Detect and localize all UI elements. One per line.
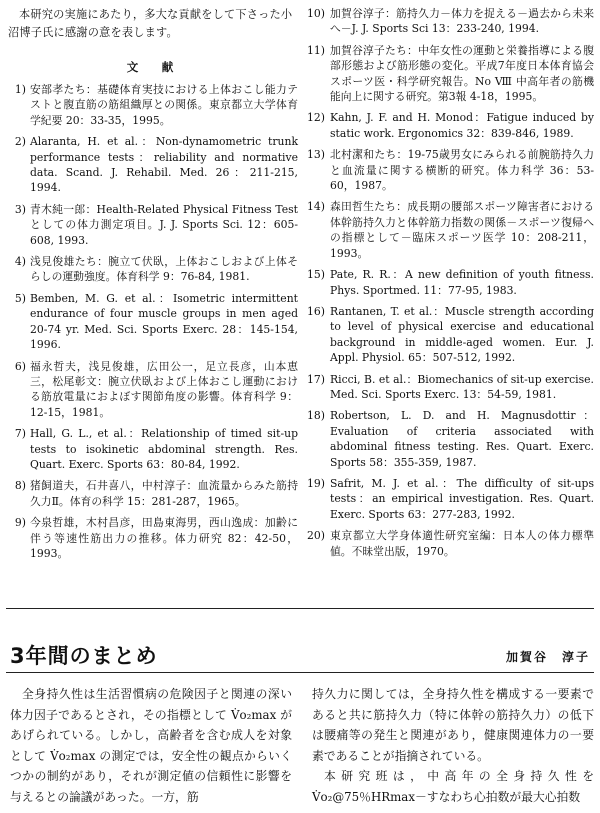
reference-text: Robertson, L. D. and H. Magnusdottir：Evaluation of criteria associated with abdominal fitness testing. Res. Quart. Exerc. Sports 58：355-359, 1987. <box>330 409 594 469</box>
reference-text: 今泉哲雄，木村昌彦，田島東海男，西山逸成：加齢に伴う等速性筋出力の推移。体力研究 82：42-50，1993。 <box>30 516 298 560</box>
reference-text: 浅見俊雄たち：腕立て伏臥，上体おこしおよび上体そらしの運動強度。体育科学 9：76-84, 1981. <box>30 255 298 284</box>
reference-item <box>306 43 594 105</box>
reference-text: 東京都立大学身体適性研究室編：日本人の体力標準値。不昧堂出版，1970。 <box>330 529 594 558</box>
reference-item <box>306 6 594 37</box>
reference-text: 青木純一郎：Health-Related Physical Fitness Test としての体力測定項目。J. J. Sports Sci. 12：605-608, 1993. <box>30 202 298 247</box>
reference-text: 加賀谷淳子：筋持久力－体力を捉える－過去から未来へ－J. J. Sports Sci 13：233-240, 1994. <box>330 7 594 36</box>
reference-text: Alaranta, H. et al.：Non-dynamometric trunk performance tests：reliability and normative data. Scand. J. Rehabil. Med. 26：211-215, 1994. <box>30 135 298 195</box>
references-list-left <box>8 82 298 561</box>
reference-number: 2) <box>14 135 26 149</box>
reference-number: 6) <box>14 359 26 373</box>
reference-number: 3) <box>14 202 26 216</box>
section-author: 加賀谷 淳子 <box>505 650 590 664</box>
reference-item <box>8 134 298 196</box>
reference-text: Rantanen, T. et al.：Muscle strength according to level of physical exercise and educational background in middle-aged women. Eur. J. Appl. Physiol. 65：507-512, 1992. <box>330 304 594 365</box>
reference-number: 19) <box>307 476 325 490</box>
reference-text: 安部孝たち：基礎体育実技における上体おこし能力テストと腹直筋の筋組織厚との関係。東京都立大学体育学紀要 20：33-35，1995。 <box>30 83 298 127</box>
reference-number: 16) <box>307 304 325 318</box>
section-title: 3年間のまとめ <box>10 644 158 668</box>
reference-text: Ricci, B. et al.：Biomechanics of sit-up exercise. Med. Sci. Sports Exerc. 13：54-59, 1981. <box>330 372 594 401</box>
reference-number: 9) <box>14 516 26 530</box>
reference-number: 7) <box>14 427 26 441</box>
reference-number: 4) <box>14 255 26 269</box>
body-column-left <box>10 684 292 807</box>
reference-item <box>306 147 594 193</box>
body-column-right <box>312 684 594 807</box>
references-heading: 文 献 <box>126 60 180 74</box>
reference-item <box>306 267 594 298</box>
reference-number: 15) <box>307 268 325 282</box>
reference-text: 猪飼道夫，石井喜八，中村淳子：血流量からみた筋持久力Ⅱ。体育の科学 15：281-287，1965。 <box>30 479 298 508</box>
reference-number: 11) <box>307 43 325 57</box>
reference-text: Safrit, M. J. et al.：The difficulty of sit-ups tests：an empirical investigation. Res. Quart. Exerc. Sports 63：277-283, 1992. <box>330 476 594 521</box>
reference-number: 17) <box>307 372 325 386</box>
body-paragraph-continued: 持久力に関しては，全身持久性を構成する一要素であると共に筋持久力（特に体幹の筋持久力）の低下は腰痛等の発生と関連があり，健康関連体力の一要素であることが指摘されている。 <box>312 687 594 763</box>
reference-text: 森田哲生たち：成長期の腰部スポーツ障害者における体幹筋持久力と体幹筋力指数の関係－スポーツ復帰への指標として－臨床スポーツ医学 10：208-211，1993。 <box>330 200 594 260</box>
reference-item <box>306 110 594 141</box>
reference-text: Kahn, J. F. and H. Monod：Fatigue induced by static work. Ergonomics 32：839-846, 1989. <box>330 111 594 140</box>
right-column <box>306 6 594 565</box>
reference-number: 10) <box>307 7 325 20</box>
reference-item <box>306 199 594 261</box>
reference-item <box>306 476 594 522</box>
acknowledgement: 本研究の実施にあたり，多大な貢献をして下さった小沼博子氏に感謝の意を表します。 <box>8 8 293 39</box>
reference-number: 8) <box>14 479 26 493</box>
reference-item <box>8 291 298 353</box>
reference-number: 5) <box>14 291 26 305</box>
reference-item <box>8 515 298 561</box>
reference-item <box>306 528 594 559</box>
reference-number: 20) <box>307 529 325 543</box>
reference-item <box>8 82 298 128</box>
reference-item <box>8 254 298 285</box>
left-column <box>8 6 298 567</box>
reference-text: Hall, G. L., et al.：Relationship of timed sit-up tests to isokinetic abdominal strength. Res. Quart. Exerc. Sports 63：80-84, 1992. <box>30 427 298 471</box>
reference-text: 北村潔和たち：19-75歳男女にみられる前腕筋持久力と血流量に関する横断的研究。体力科学 36：53-60，1987。 <box>330 148 594 193</box>
body-paragraph: 全身持久性は生活習慣病の危険因子と関連の深い体力因子であるとされ，その指標として V̇o₂max があげられている。しかし，高齢者を含む成人を対象として V̇o₂max の測定では，安全性の観点からいくつかの制約があり，それが測定値の信頼性に影響を与えるとの論議があった。一方，筋 <box>10 687 292 804</box>
references-list-right <box>306 6 594 559</box>
reference-text: 加賀谷淳子たち：中年女性の運動と栄養指導による腹部形態および筋形態の変化。平成7年度日本体育協会スポーツ医・科学研究報告。No Ⅷ 中高年者の筋機能向上に関する研究。第3報 4-18，1995。 <box>330 43 594 104</box>
reference-item <box>306 304 594 366</box>
reference-text: 福永哲夫，浅見俊雄，広田公一，足立長彦，山本恵三，松尾彰文：腕立伏臥および上体おこし運動における筋放電量におよぼす関節角度の影響。体育科学 9：12-15，1981。 <box>30 359 298 419</box>
body-paragraph: 本研究班は，中高年の全身持久性を V̇o₂@75％HRmax－すなわち心拍数が最大心拍数 <box>312 769 594 804</box>
reference-number: 18) <box>307 409 325 423</box>
title-rule <box>6 672 594 673</box>
reference-number: 13) <box>307 148 325 162</box>
reference-item <box>8 202 298 248</box>
reference-text: Bemben, M. G. et al.：Isometric intermittent endurance of four muscle groups in men aged 20-74 yr. Med. Sci. Sports Exerc. 28：145-154, 1996. <box>30 291 298 352</box>
reference-text: Pate, R. R.：A new definition of youth fitness. Phys. Sportmed. 11：77-95, 1983. <box>330 268 594 297</box>
reference-item <box>8 426 298 472</box>
reference-number: 12) <box>307 111 325 125</box>
reference-number: 14) <box>307 200 325 214</box>
reference-item <box>306 408 594 470</box>
section-divider <box>6 608 594 609</box>
reference-item <box>306 372 594 403</box>
reference-item <box>8 359 298 421</box>
reference-number: 1) <box>14 83 26 96</box>
reference-item <box>8 478 298 509</box>
